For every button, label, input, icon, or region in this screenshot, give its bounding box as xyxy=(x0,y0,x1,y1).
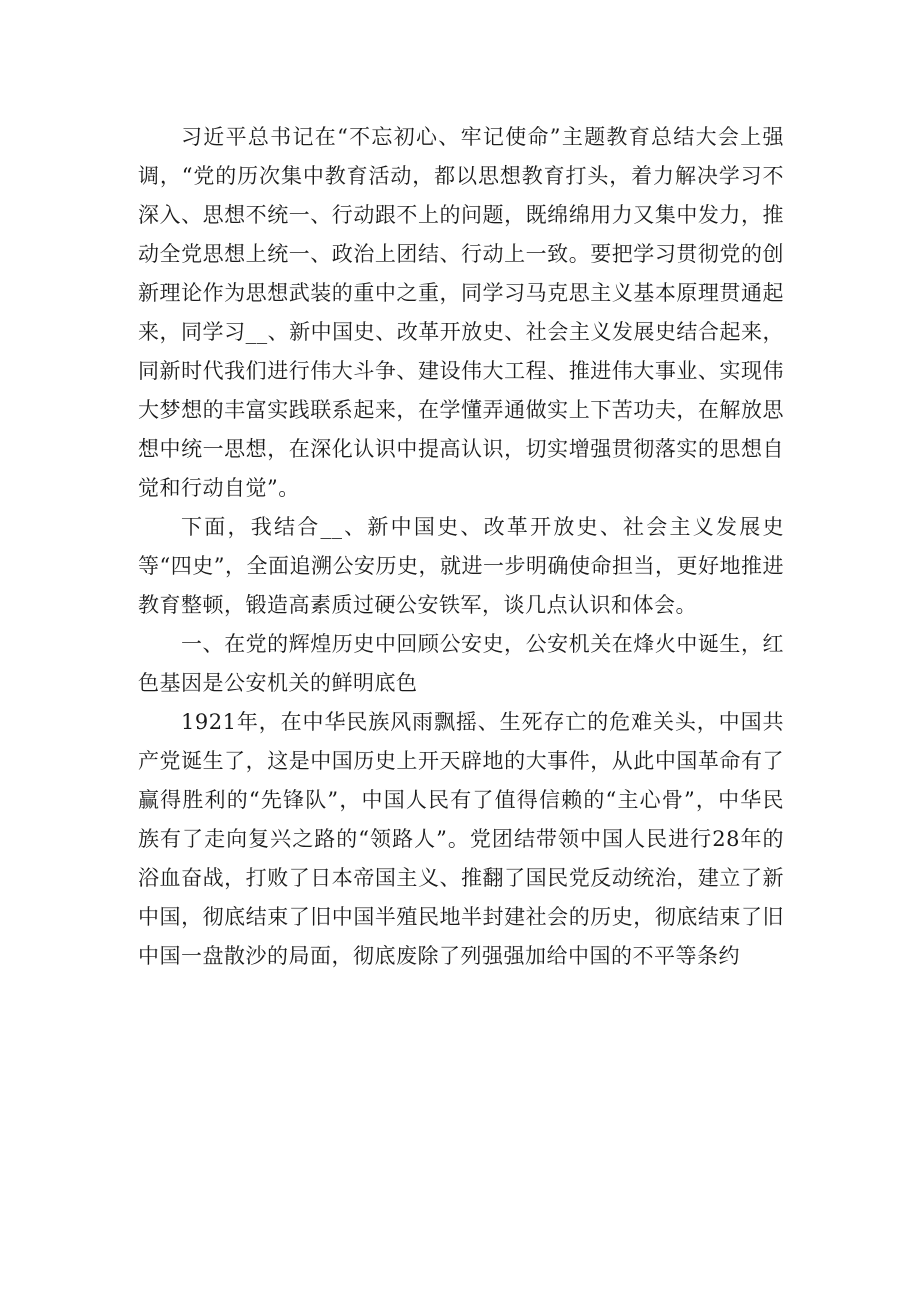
body-paragraph-2: 下面，我结合__、新中国史、改革开放史、社会主义发展史等“四史”，全面追溯公安历史，就进一步明确使命担当，更好地推进教育整顿，锻造高素质过硬公安铁军，谈几点认识和体会。 xyxy=(138,515,784,617)
document-page xyxy=(138,110,784,1172)
section-heading-1: 一、在党的辉煌历史中回顾公安史，公安机关在烽火中诞生，红色基因是公安机关的鲜明底色 xyxy=(138,632,784,695)
body-paragraph-3: 1921年，在中华民族风雨飘摇、生死存亡的危难关头，中国共产党诞生了，这是中国历史上开天辟地的大事件，从此中国革命有了赢得胜利的“先锋队”，中国人民有了值得信赖的“主心骨”，中华民族有了走向复兴之路的“领路人”。党团结带领中国人民进行28年的浴血奋战，打败了日本帝国主义、推翻了国民党反动统治，建立了新中国，彻底结束了旧中国半殖民地半封建社会的历史，彻底结束了旧中国一盘散沙的局面，彻底废除了列强强加给中国的不平等条约 xyxy=(138,710,784,968)
body-paragraph-1: 习近平总书记在“不忘初心、牢记使命”主题教育总结大会上强调，“党的历次集中教育活动，都以思想教育打头，着力解决学习不深入、思想不统一、行动跟不上的问题，既绵绵用力又集中发力，推动全党思想上统一、政治上团结、行动上一致。要把学习贯彻党的创新理论作为思想武装的重中之重，同学习马克思主义基本原理贯通起来，同学习__、新中国史、改革开放史、社会主义发展史结合起来，同新时代我们进行伟大斗争、建设伟大工程、推进伟大事业、实现伟大梦想的丰富实践联系起来，在学懂弄通做实上下苦功夫，在解放思想中统一思想，在深化认识中提高认识，切实增强贯彻落实的思想自觉和行动自觉”。 xyxy=(138,125,784,500)
